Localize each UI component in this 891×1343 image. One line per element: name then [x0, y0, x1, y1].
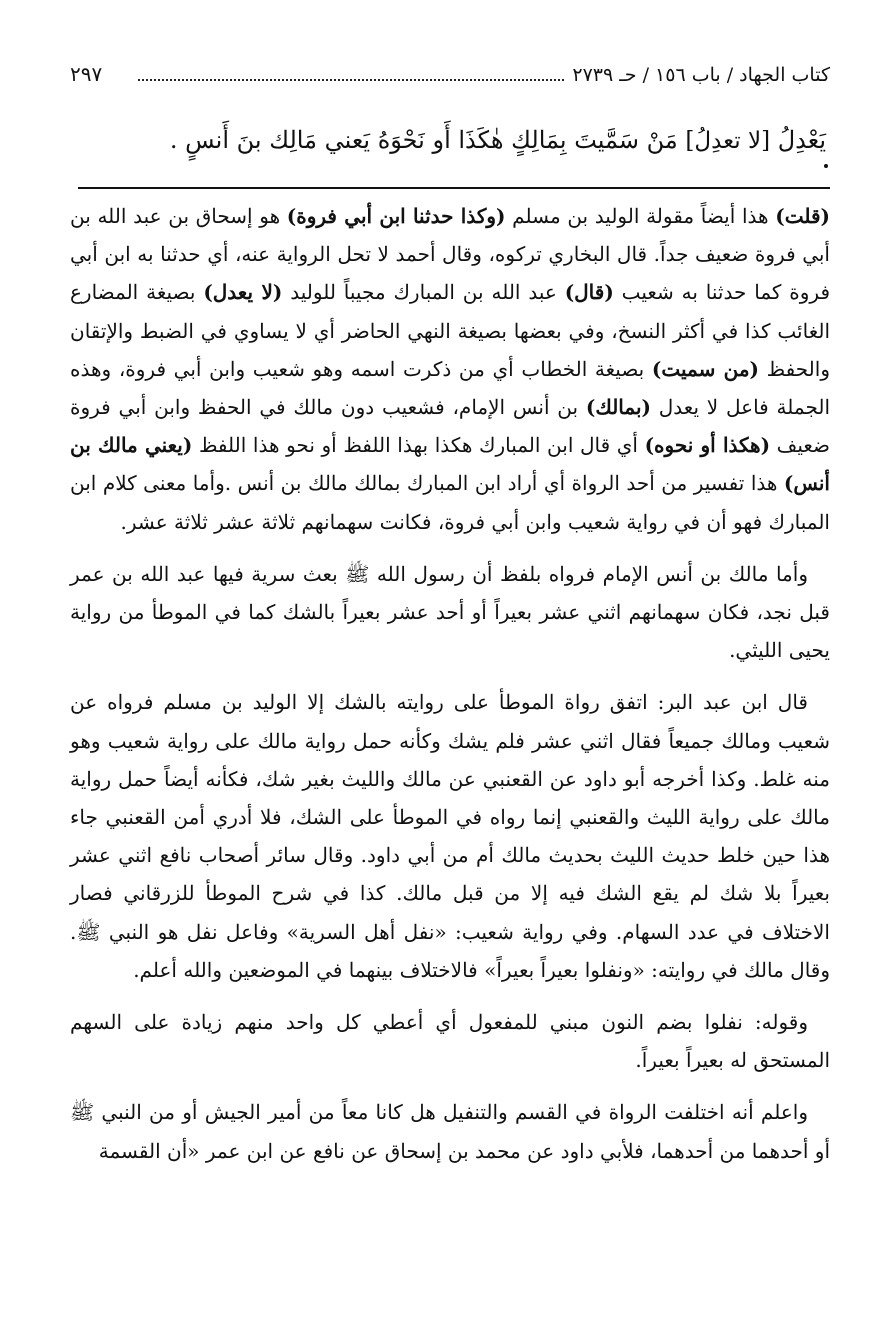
hadith-text-start: يَعْدِلُ — [777, 126, 826, 154]
commentary-paragraph-3: قال ابن عبد البر: اتفق رواة الموطأ على روايته بالشك إلا الوليد بن مسلم فرواه عن شعيب ومالك جميعاً فقال اثني عشر فلم يشك وكأنه حمل رواية مالك على رواية شعيب وهو منه غلط. وكذا أخرجه أبو داود عن القعنبي عن مالك والليث بغير شك، فكأنه أيضاً حمل رواية مالك على رواية الليث والقعنبي إنما رواه في الموطأ على الشك، فلا أدري أمن القعنبي جاء هذا حين خلط حديث الليث بحديث مالك أم من أبي داود. وقال سائر أصحاب نافع اثني عشر بعيراً بلا شك لم يقع الشك فيه إلا من قبل مالك. كذا في شرح الموطأ للزرقاني فصار الاختلاف في عدد السهام. وفي رواية شعيب: «نفل أهل السرية» وفاعل نفل هو النبي ﷺ. وقال مالك في روايته: «ونفلوا بعيراً بعيراً» فالاختلاف بينهما في الموضعين والله أعلم. — [70, 690, 830, 982]
commentary-paragraph-4: وقوله: نفلوا بضم النون مبني للمفعول أي أعطي كل واحد منهم زيادة على السهم المستحق له بعيراً بعيراً. — [70, 1010, 830, 1073]
hadith-text — [70, 118, 830, 163]
commentary-paragraph-2: وأما مالك بن أنس الإمام فرواه بلفظ أن رسول الله ﷺ بعث سرية فيها عبد الله بن عمر قبل نجد، فكان سهمانهم اثني عشر بعيراً أو أحد عشر بعيراً بالشك كما في الموطأ من رواية يحيى الليثي. — [70, 561, 830, 663]
page-number: ٢٩٧ — [70, 62, 103, 86]
book-page — [70, 62, 830, 1184]
commentary-paragraph-5: واعلم أنه اختلفت الرواة في القسم والتنفيل هل كانا معاً من أمير الجيش أو من النبي ﷺ أو أحدهما من أحدهما، فلأبي داود عن محمد بن إسحاق عن نافع عن ابن عمر «أن القسمة — [70, 1100, 830, 1163]
hadith-text-end: مَنْ سَمَّيتَ بِمَالِكٍ هٰكَذَا أَو نَحْوَهُ يَعني مَالِك بنَ أَنسٍ . — [169, 126, 678, 154]
separator-dot — [824, 164, 828, 168]
footnote-separator — [70, 163, 830, 193]
dotted-leader — [138, 79, 564, 81]
commentary — [70, 193, 830, 1170]
variant-reading: [لا تعدِلُ] — [685, 128, 771, 154]
separator-line — [78, 187, 830, 189]
running-header — [70, 62, 830, 96]
commentary-paragraph-1: (قلت) هذا أيضاً مقولة الوليد بن مسلم (وكذا حدثنا ابن أبي فروة) هو إسحاق بن عبد الله بن أبي فروة ضعيف جداً. قال البخاري تركوه، وقال أحمد لا تحل الرواية عنه، أي حدثنا به ابن أبي فروة كما حدثنا به شعيب (قال) عبد الله بن المبارك مجيباً للوليد (لا يعدل) بصيغة المضارع الغائب كذا في أكثر النسخ، وفي بعضها بصيغة النهي الحاضر أي لا يساوي في الضبط والإتقان والحفظ (من سميت) بصيغة الخطاب أي من ذكرت اسمه وهو شعيب وابن أبي فروة، وهذه الجملة فاعل لا يعدل (بمالك) بن أنس الإمام، فشعيب دون مالك في الحفظ وابن أبي فروة ضعيف (هكذا أو نحوه) أي قال ابن المبارك هكذا بهذا اللفظ أو نحو هذا اللفظ (يعني مالك بن أنس) هذا تفسير من أحد الرواة أي أراد ابن المبارك بمالك مالك بن أنس .وأما معنى كلام ابن المبارك فهو أن في رواية شعيب وابن أبي فروة، فكانت سهمانهم ثلاثة عشر ثلاثة عشر. — [70, 204, 831, 534]
chapter-title: كتاب الجهاد / باب ١٥٦ / حـ ٢٧٣٩ — [572, 64, 830, 86]
